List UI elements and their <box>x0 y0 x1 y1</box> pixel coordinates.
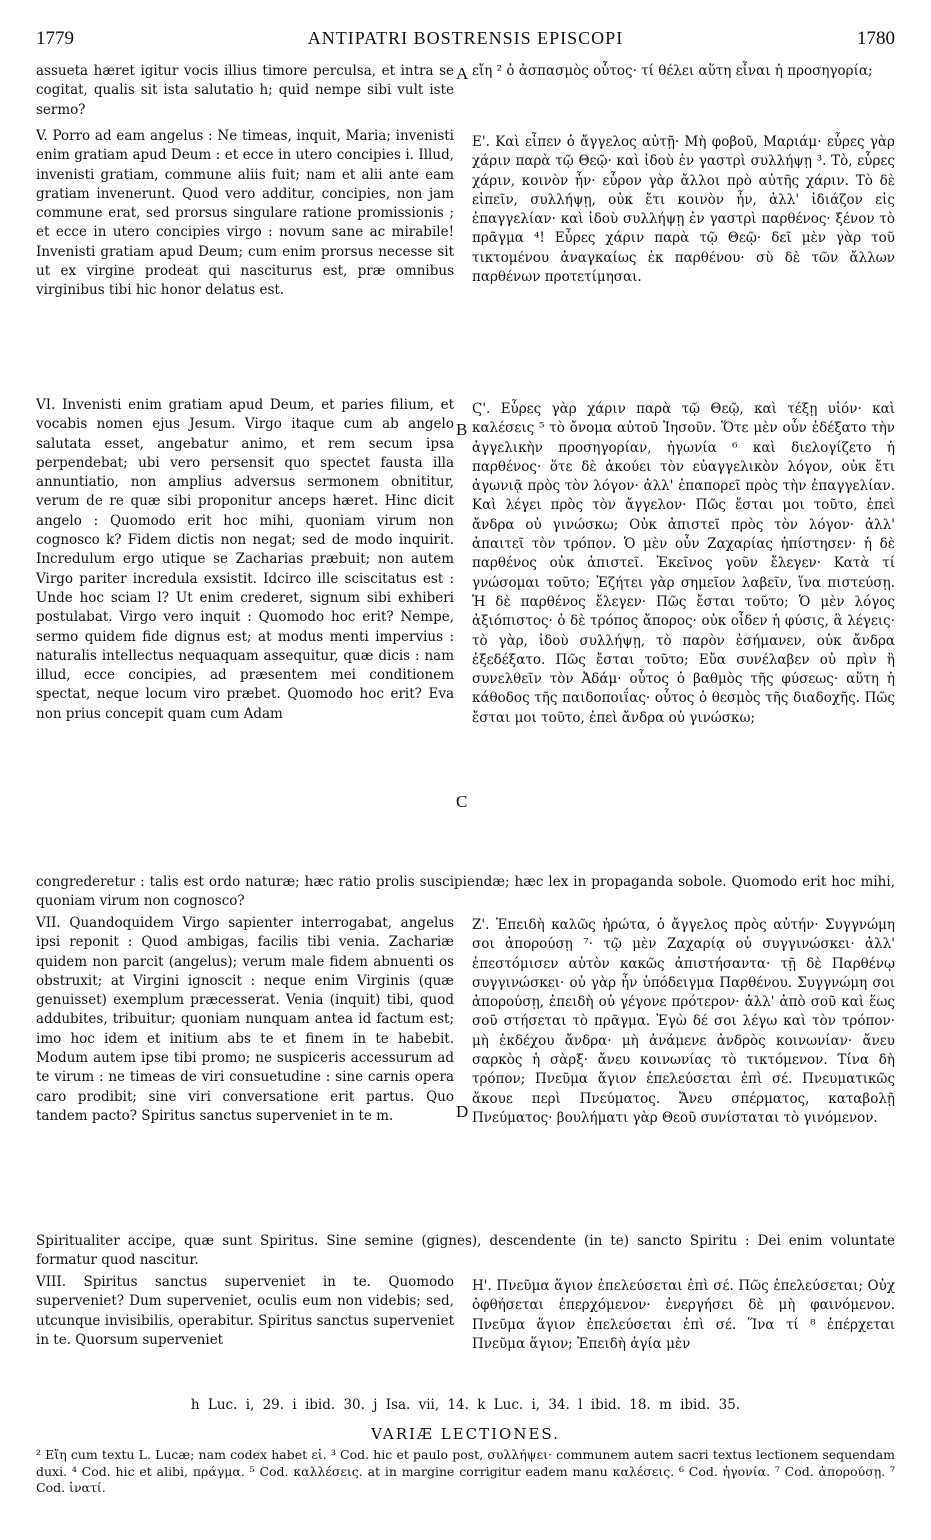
margin-letter-d: D <box>456 1102 469 1121</box>
greek-paragraph: Η'. Πνεῦμα ἅγιον ἐπελεύσεται ἐπὶ σέ. Πῶς ἐπελεύσεται; Οὐχ ὀφθήσεται ἐπερχόμενον· ἐνεργήσει δὲ μὴ φαινόμενον. Πνεῦμα ἅγιον ἐπελεύσεται ἐπὶ σέ. Ἵνα τί ⁸ ἐπέρχεται Πνεῦμα ἅγιον; Ἐπειδὴ ἁγία μὲν <box>472 1278 895 1352</box>
text-block-5 <box>36 1273 895 1383</box>
latin-column <box>36 1273 454 1350</box>
greek-column <box>472 62 895 81</box>
text-block-4 <box>36 914 895 1214</box>
greek-paragraph: εἴη ² ὁ ἀσπασμὸς οὗτος· τί θέλει αὕτη εἶναι ἡ προσηγορία; <box>472 63 873 79</box>
full-width-line-1 <box>36 873 895 912</box>
greek-column <box>472 133 895 287</box>
full-width-paragraph: Spiritualiter accipe, quæ sunt Spiritus. Sine semine (gignes), descendente (in te) sancto Spiritu : Dei enim voluntate formatur quod nascitur. <box>36 1233 895 1269</box>
variae-lectiones-title: VARIÆ LECTIONES. <box>371 1425 560 1443</box>
greek-column <box>472 400 895 728</box>
text-block-3 <box>36 396 895 866</box>
running-title: ANTIPATRI BOSTRENSIS EPISCOPI <box>307 28 624 48</box>
latin-column <box>36 914 454 1126</box>
latin-column <box>36 127 454 301</box>
latin-paragraph: VI. Invenisti enim gratiam apud Deum, et paries filium, et vocabis nomen ejus Jesum. Virgo itaque cum ab angelo salutata esset, angebatur animo, et rem secum ipsa perpendebat; ubi vero persensit quo spectet fausta illa annuntiatio, non amplius adversus sermonem obnititur, verum de re quæ sibi proponitur anceps hæret. Hinc dicit angelo : Quomodo erit hoc mihi, quoniam virum non cognosco k? Fidem dictis non negat; sed de modo inquirit. Incredulum ergo utique se Zacharias præbuit; non autem Virgo pariter incredula exsistit. Idcirco ille sciscitatus est : Unde hoc sciam l? Ut enim crederet, signum sibi exhiberi postulabat. Virgo vero inquit : Quomodo hoc erit? Nempe, sermo quidem fide dignus est; at modus menti impervius : naturalis intellectus nequaquam assequitur, quæ dicis : nam illud, ecce concipies, ad præsentem mei conditionem spectat, neque locum viro præbet. Quomodo hoc erit? Eva non prius concepit quam cum Adam <box>36 397 454 722</box>
greek-paragraph: Ϛ'. Εὗρες γὰρ χάριν παρὰ τῷ Θεῷ, καὶ τέξῃ υἱόν· καὶ καλέσεις ⁵ τὸ ὄνομα αὐτοῦ Ἰησοῦν. Ὅτε μὲν οὖν ἐδέξατο τὴν ἀγγελικὴν προσηγορίαν, ἠγωνία ⁶ καὶ διελογίζετο ἡ παρθένος· ὅτε δὲ ἀκούει τὸν εὐαγγελικὸν λόγον, οὐκ ἔτι ἀγωνιᾷ πρὸς τὸν λόγον· ἀλλ' ἐπαπορεῖ πρὸς τὴν ἐπαγγελίαν. Καὶ λέγει πρὸς τὸν ἄγγελον· Πῶς ἔσται μοι τοῦτο, ἐπεὶ ἄνδρα οὐ γινώσκω; Οὐκ ἀπιστεῖ πρὸς τὸν λόγον· ἀλλ' ἀπαιτεῖ τὸν τρόπον. Ὁ μὲν οὖν Ζαχαρίας ἠπίστησεν· ἡ δὲ παρθένος οὐκ ἀπιστεῖ. Ἐκεῖνος γοῦν ἔλεγεν· Κατὰ τί γνώσομαι τοῦτο; Ἐζήτει γὰρ σημεῖον λαβεῖν, ἵνα πιστεύσῃ. Ἡ δὲ παρθένος ἔλεγεν· Πῶς ἔσται τοῦτο; Ὁ μὲν λόγος ἀξιόπιστος· ὁ δὲ τρόπος ἄπορος· οὐκ οἶδεν ἡ φύσις, ἃ λέγεις· τὸ γὰρ, ἰδοὺ συλλήψῃ, τὸ παρὸν ἐσήμανεν, οὐκ ἄνδρα ἐξεδέξατο. Πῶς ἔσται τοῦτο; Εὔα συνέλαβεν οὐ πρὶν ἢ συνελθεῖν τὸν Ἀδάμ· οὗτος ὁ βαθμὸς τῆς φύσεως· αὕτη ἡ κάθοδος τῆς παιδοποιΐας· οὗτος ὁ θεσμὸς τῆς διαδοχῆς. Πῶς ἔσται μοι τοῦτο, ἐπεὶ ἄνδρα οὐ γινώσκω; <box>472 401 895 726</box>
margin-letter-c: C <box>456 792 468 811</box>
greek-paragraph: Ζ'. Ἐπειδὴ καλῶς ἠρώτα, ὁ ἄγγελος πρὸς αὐτήν· Συγγνώμη σοι ἀπορούσῃ ⁷· τῷ μὲν Ζαχαρίᾳ οὐ συγγινώσκει· ἀλλ' ἐπεστόμισεν αὐτὸν κακῶς ἀπιστήσαντα· τῇ δὲ Παρθένῳ συγγινώσκει· οὐ γὰρ ἦν ὑπόδειγμα Παρθένου. Συγγνώμη σοι ἀπορούσῃ, ἐπειδὴ οὐ γέγονε πρότερον· ἀλλ' ἀπὸ σοῦ καὶ ἕως σοῦ στήσεται τὸ πρᾶγμα. Ἐγὼ δέ σοι λέγω καὶ τὸν τρόπον· μὴ ἐκδέχου ἄνδρα· μὴ ἀνάμενε ἀνδρὸς κοινωνίαν· ἄνευ σαρκὸς ἡ σὰρξ· ἄνευ κοινωνίας τὸ τικτόμενον. Τίνα δὴ τρόπον; Πνεῦμα ἅγιον ἐπελεύσεται ἐπὶ σέ. Πνευματικῶς ἄκουε περὶ Πνεύματος. Ἄνευ σπέρματος, καταβολῇ Πνεύματος· βουλήματι γὰρ Θεοῦ συνίσταται τὸ γινόμενον. <box>472 917 895 1126</box>
greek-paragraph: Ε'. Καὶ εἶπεν ὁ ἄγγελος αὐτῇ· Μὴ φοβοῦ, Μαριάμ· εὗρες γὰρ χάριν παρὰ τῷ Θεῷ· καὶ ἰδοὺ ἐν γαστρὶ συλλήψῃ ³. Τὸ, εὗρες χάριν, κοινὸν ἦν· εὗρον γὰρ ἄλλοι πρὸ αὐτῆς χάριν. Τὸ δὲ εἰπεῖν, συλλήψῃ, οὐκ ἔτι κοινὸν ἦν, ἀλλ' ἰδιάζον εἰς ἐπαγγελίαν· καὶ ἰδοὺ συλλήψῃ ἐν γαστρὶ παρθένος· ξένον τὸ πρᾶγμα ⁴! Εὗρες χάριν παρὰ τῷ Θεῷ· δεῖ μὲν γὰρ τοῦ τικτομένου ἀναγκαίως ἐκ παρθένου· σὺ δὲ τῶν ἄλλων παρθένων προτετίμησαι. <box>472 134 895 286</box>
latin-paragraph: VII. Quandoquidem Virgo sapienter interrogabat, angelus ipsi reponit : Quod ambigas, facilis tibi venia. Zachariæ quidem non parcit (angelus); verum male fidem abnuenti os obstruxit; at Virgini ignoscit : neque enim Virginis (quæ genuisset) exemplum præcesserat. Venia (inquit) tibi, quod addubites, tribuitur; quoniam nunquam antea id factum est; imo hoc idem et initium abs te et finem in te habebit. Modum autem ipse tibi promo; ne suspiceris accessurum ad te virum : ne timeas de viri consuetudine : sine carnis opera caro prodibit; sine viri conversatione erit partus. Quo tandem pacto? Spiritus sanctus superveniet in te m. <box>36 915 454 1124</box>
variae-lectiones-text <box>36 1447 895 1497</box>
scripture-references: h Luc. i, 29. i ibid. 30. j Isa. vii, 14. k Luc. i, 34. l ibid. 18. m ibid. 35. <box>190 1397 741 1413</box>
page-number-left: 1779 <box>36 28 74 49</box>
variae-lectiones-paragraph: ² Εἴη cum textu L. Lucæ; nam codex habet εἰ. ³ Cod. hic et paulo post, συλλήψει· communem autem sacri textus lectionem sequendam duxi. ⁴ Cod. hic et alibi, πράγμα. ⁵ Cod. καλλέσεις. at in margine corrigitur eadem manu καλέσεις. ⁶ Cod. ἠγονία. ⁷ Cod. ἀπορούσῃ. ⁷ Cod. ἱνατί. <box>36 1447 895 1495</box>
text-block-2 <box>36 127 895 392</box>
full-width-paragraph: congrederetur : talis est ordo naturæ; hæc ratio prolis suscipiendæ; hæc lex in propaganda sobole. Quomodo erit hoc mihi, quoniam virum non cognosco? <box>36 874 895 910</box>
latin-column <box>36 62 454 120</box>
greek-column <box>472 1277 895 1354</box>
margin-letter-b: B <box>456 420 468 439</box>
page-number-right: 1780 <box>857 28 895 49</box>
latin-paragraph: assueta hæret igitur vocis illius timore perculsa, et intra se cogitat, qualis sit ista salutatio h; quid nempe sibi vult iste sermo? <box>36 63 454 118</box>
latin-column <box>36 396 454 724</box>
latin-paragraph: VIII. Spiritus sanctus superveniet in te. Quomodo superveniet? Dum superveniet, oculis eum non videbis; sed, utcunque invisibilis, operabitur. Spiritus sanctus superveniet in te. Quorsum superveniet <box>36 1274 454 1348</box>
text-block-1 <box>36 62 895 124</box>
greek-column <box>472 916 895 1128</box>
latin-paragraph: V. Porro ad eam angelus : Ne timeas, inquit, Maria; invenisti enim gratiam apud Deum : et ecce in utero concipies i. Illud, invenisti gratiam, commune aliis fuit; nam et alii ante eam gratiam invenerunt. Quod vero additur, concipies, non jam commune erat, sed prorsus singulare ratione promissionis ; et ecce in utero concipies virgo : novum sane ac mirabile! Invenisti gratiam apud Deum; cum enim prorsus necesse sit ut ex virgine prodeat qui nasciturus est, præ omnibus virginibus tibi hic honor delatus est. <box>36 128 454 299</box>
full-width-line-2 <box>36 1232 895 1271</box>
page-header <box>36 28 895 54</box>
margin-letter-a: A <box>456 64 469 83</box>
